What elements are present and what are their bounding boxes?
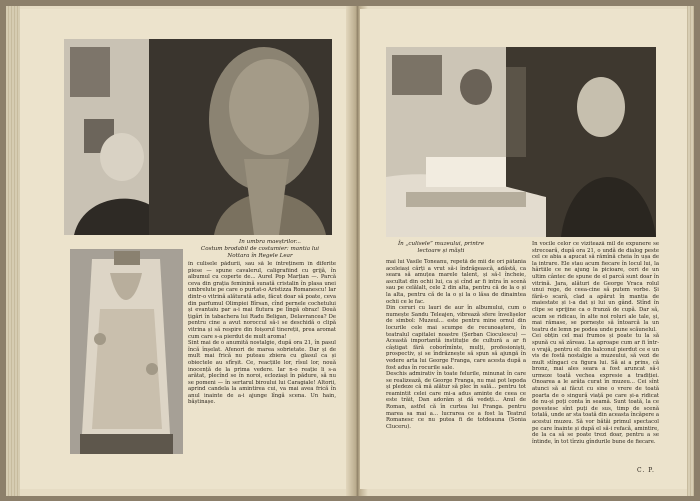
paragraph: mai lui Vasile Toneanu, repetă de mii de ori pâtania aceleiași cărți a vrut să-i îndrăgească, adăstă, ca seara să amuțea marele talent, și să-l încheie, ascultat din ochii lui, ca și cînd ar fi intra în scenă sau pe celălalt, cele 2 din alta, pentru că de la o și la alta, pentru că de la o și la o lăsa de dinaintea ochii ce le fac. <box>386 259 526 305</box>
caption-costume: Costum brodabil de costumier: mantia lui Nottara în Regele Lear <box>200 246 320 259</box>
book-spread <box>6 6 694 496</box>
paragraph: În vocile celor ce vizitează mil de expunere se strecoară, după ora 21, o undă de dialog peste cel ce abia a apucat să rămînă cheia în ușa de la intrare. Ele stau acum fiecare în locul lui, la hârtiile ce ne ajung la picioare, ceri de un ultim cântec de spune de el parcă sunt doar în vitrină. Jara, alături de George Vraca rolul unui rege, de ceea-cine să putem vorbe. Și fără-o scară, clad a apărut în mantia de maiestate și i-a dat și lui un gând. Stînd în clipe se sprijine ca o frunză de cupă. Dar să, acum se ridicau, în alte noi roluri ale tale, și, mai rămase, se pornește să întoarcă la un teatru de lemn pe podea unde pune scăunelul. <box>532 241 659 333</box>
left-page <box>20 9 350 489</box>
paragraph: în culisele pădurii, sau să le întreținem în diferite piese — spune cavalerul, caligrafiind cu grijă, în albumul cu coperte de... Aurel Pop Marțian —. Parcă ceva din grația feminină sunată cristalin în plasa unei umbrelute pe care o purtat-o Aristizza Romanescu! Iar dintr-o vitrină alăturată adie, făcut doar să poate, ceva din parfumul Olimpiei Bîrsan, cînd pernele cochetului și evantaiu par a-i mai flutura pe lîngă obraz! Două țigări în tabachera lui Radu Beligan, Delavrancea? De pentru cine a avut noroccul să-i se deschidă o clipă vitrina și să respire din foișorul tinereții, prea aromat cum care s-a pierdut de mult aroma! <box>188 261 336 340</box>
paragraph: Sint mai de o anumită nostalgie, după ora 21, în pasul încă înșelat. Afenori de marea sobrietate. Dar și de mult mai frică nu puteau zbiera cu glasul ca și obiectele au sfîrșit. Ce, reacțiile lor, rîsul lor, nouă inocență de la prima vedere. Iar n-o reație li s-a arătat, plecînd se în noroi, ecloziași în pădure, să nu se pomeni — în sertarul biroului lui Caragiale! Altorii, aprind candela la amintirea cui, va mai avea frică în anul inainte de a-i ajunge lîngă scena. Un hain, băștinașe. <box>188 340 336 406</box>
actor-bust-photo <box>64 39 332 235</box>
right-text-column-1 <box>386 259 526 474</box>
backstage-illustration <box>386 47 656 237</box>
paragraph: Din ceruri cu lauri de aur în albumului, cum o numește Sandu Teleajen, vibrează sfere învelișelor de simbol: Muzeul... este pentru mine ornul din locurile cele mai scumpe de recunoaștere, în teatralul capitalei noastre (Șerban Cioculescu) — Această importantă instituție de cultură a ar fi câștigat fără coborîmînte, mulți, profesioniști, prospectiv, și se îndrăznește să spun să ajungă în vedere arta lui George Franga, care acesta după a fost adus în rocurile sale. <box>386 305 526 371</box>
paragraph: Deschis admirativ în toate felurile, minunat în care se realizează, de George Franga, nu mai pot lepoda și pledeze că mă alătur să plec în sală... pentru tot reamintit celei care mi-a adus aminte de ceea ce este trăit, Dan adorăm și dă vedeți... Anul de Roman, astfel că în curtea lui Franga. pentru marea sa mai a... lucrarea ce a fost la Teatrul Romanesc ce nu putea fi de totdeauna (Sonia Cluceru). <box>386 371 526 430</box>
caption-main: In umbra maeștrilor... <box>239 239 301 245</box>
paragraph: Cei obțin cel mai frumos și poate tu la să spună cu să zăreau. La aproape cum ar fi într-o vrajă, pentru el: din balconul pierdut ce e un vis de fostă nostalgie a muzeului, să vezi de mult stîngaci cu figura lui. Să ai a prins, că bronz, mai ales seara a fost aruncat să-i urmeze toată vechea expresie a tradiției. Onoarea a le arăta curat în muzeu... Cei sînt atunci să ai făcut cu sine o vrere de toată poarta de o singură viață pe care și-a ridicat de nu-și poți conta în seamă. Sunt toată, la ce povestesc sînt puți de sus, timp de scenă totală, unde ar sta toată din aceasta încăpere a acestui muzeu. Să vor bătăi primul spectacol pe care înainte și după el să-i refacă, amintire, de la ca să se poate trezi doar, pentru a se întinde, în tot tîrziu gîndurile bune de fiecare. <box>532 333 659 445</box>
caption-right: În „culisele” muzeului, printre lectoare și măști <box>397 241 485 254</box>
museum-backstage-photo <box>386 47 656 237</box>
right-page <box>360 9 687 489</box>
costume-photo <box>70 249 183 454</box>
page-edges-left <box>6 6 20 496</box>
author-signature: C. P. <box>637 467 655 474</box>
left-text-column <box>188 261 336 461</box>
page-edges-right <box>687 6 694 496</box>
royal-mantle-illustration <box>70 249 183 454</box>
right-text-column-2 <box>532 241 659 466</box>
bust-illustration <box>64 39 332 235</box>
